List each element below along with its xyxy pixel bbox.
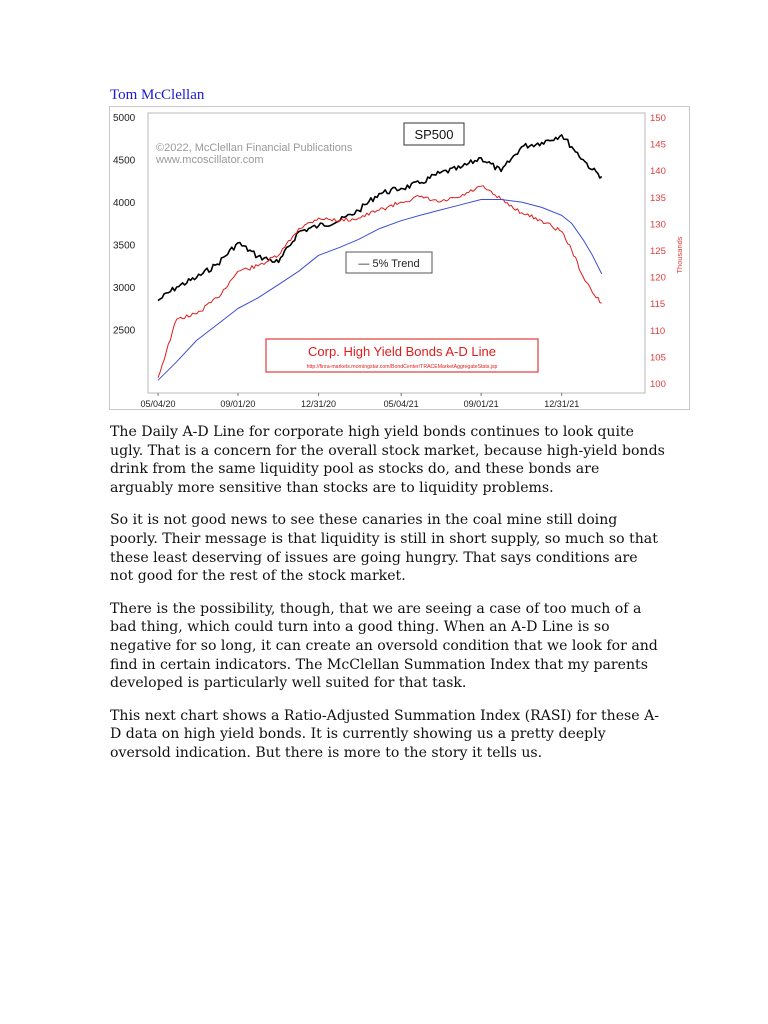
y-right-tick-label: 140 [650, 166, 666, 178]
y-right-tick-label: 100 [650, 379, 666, 390]
y-left-tick-label: 2500 [113, 325, 136, 337]
y-left-tick-label: 5000 [113, 113, 136, 124]
y-right-tick-label: 145 [650, 139, 666, 151]
sp500-ad-line-chart [109, 106, 690, 410]
y-right-tick-label: 125 [650, 246, 666, 257]
legend-trend: — 5% Trend [358, 258, 420, 270]
article-body [110, 423, 665, 777]
legend-box [346, 252, 432, 273]
x-tick-label: 09/01/21 [463, 399, 499, 409]
lower-chart-title: Corp. High Yield Bonds A-D Line [308, 344, 496, 359]
x-tick-label: 12/31/20 [301, 399, 337, 409]
y-left-tick-label: 4500 [113, 155, 136, 167]
chart-title-box [404, 123, 464, 145]
paragraph-1: The Daily A-D Line for corporate high yield bonds continues to look quite ugly. That is a concern for the overall stock market, because high-yield bonds drink from the same liquidity pool as stocks do, and these bonds are arguably more sensitive than stocks are to liquidity problems. [110, 424, 665, 496]
chart-title: SP500 [414, 127, 454, 142]
source-url: http://finra-markets.morningstar.com/BondCenter/TRACEMarketAggregateStats.jsp [306, 364, 498, 370]
right-axis-label: Thousands [675, 236, 684, 274]
y-right-tick-label: 105 [650, 352, 666, 364]
x-tick-label: 12/31/21 [544, 399, 580, 409]
chart-website: www.mcoscillator.com [156, 154, 264, 166]
x-tick-label: 05/04/21 [383, 399, 419, 409]
y-right-tick-label: 150 [650, 113, 666, 124]
author-link[interactable]: Tom McClellan [110, 87, 205, 103]
lower-title-box [266, 339, 538, 372]
y-right-tick-label: 135 [650, 192, 666, 204]
chart-copyright: ©2022, McClellan Financial Publications [156, 142, 353, 154]
chart-svg [110, 107, 689, 409]
y-left-tick-label: 3500 [113, 240, 136, 252]
x-tick-label: 09/01/20 [220, 399, 256, 409]
y-right-tick-label: 110 [650, 325, 666, 337]
y-right-tick-label: 115 [650, 299, 666, 311]
x-tick-label: 05/04/20 [140, 399, 176, 409]
paragraph-4: This next chart shows a Ratio-Adjusted Summation Index (RASI) for these A-D data on high yield bonds. It is currently showing us a pretty deeply oversold indication. But there is more to the story it tells us. [110, 707, 660, 761]
y-left-tick-label: 4000 [113, 198, 136, 209]
paragraph-2: So it is not good news to see these canaries in the coal mine still doing poorly. Their message is that liquidity is still in short supply, so much so that these least deserving of issues are going hungry. That says conditions are not good for the rest of the stock market. [110, 512, 658, 585]
y-right-tick-label: 130 [650, 219, 666, 231]
y-right-tick-label: 120 [650, 272, 666, 284]
paragraph-3: There is the possibility, though, that we are seeing a case of too much of a bad thing, which could turn into a good thing. When an A-D Line is so negative for so long, it can create an oversold condition that we look for and find in certain indicators. The McClellan Summation Index that my parents developed is particularly well suited for that task. [110, 600, 658, 692]
y-left-tick-label: 3000 [113, 283, 136, 294]
